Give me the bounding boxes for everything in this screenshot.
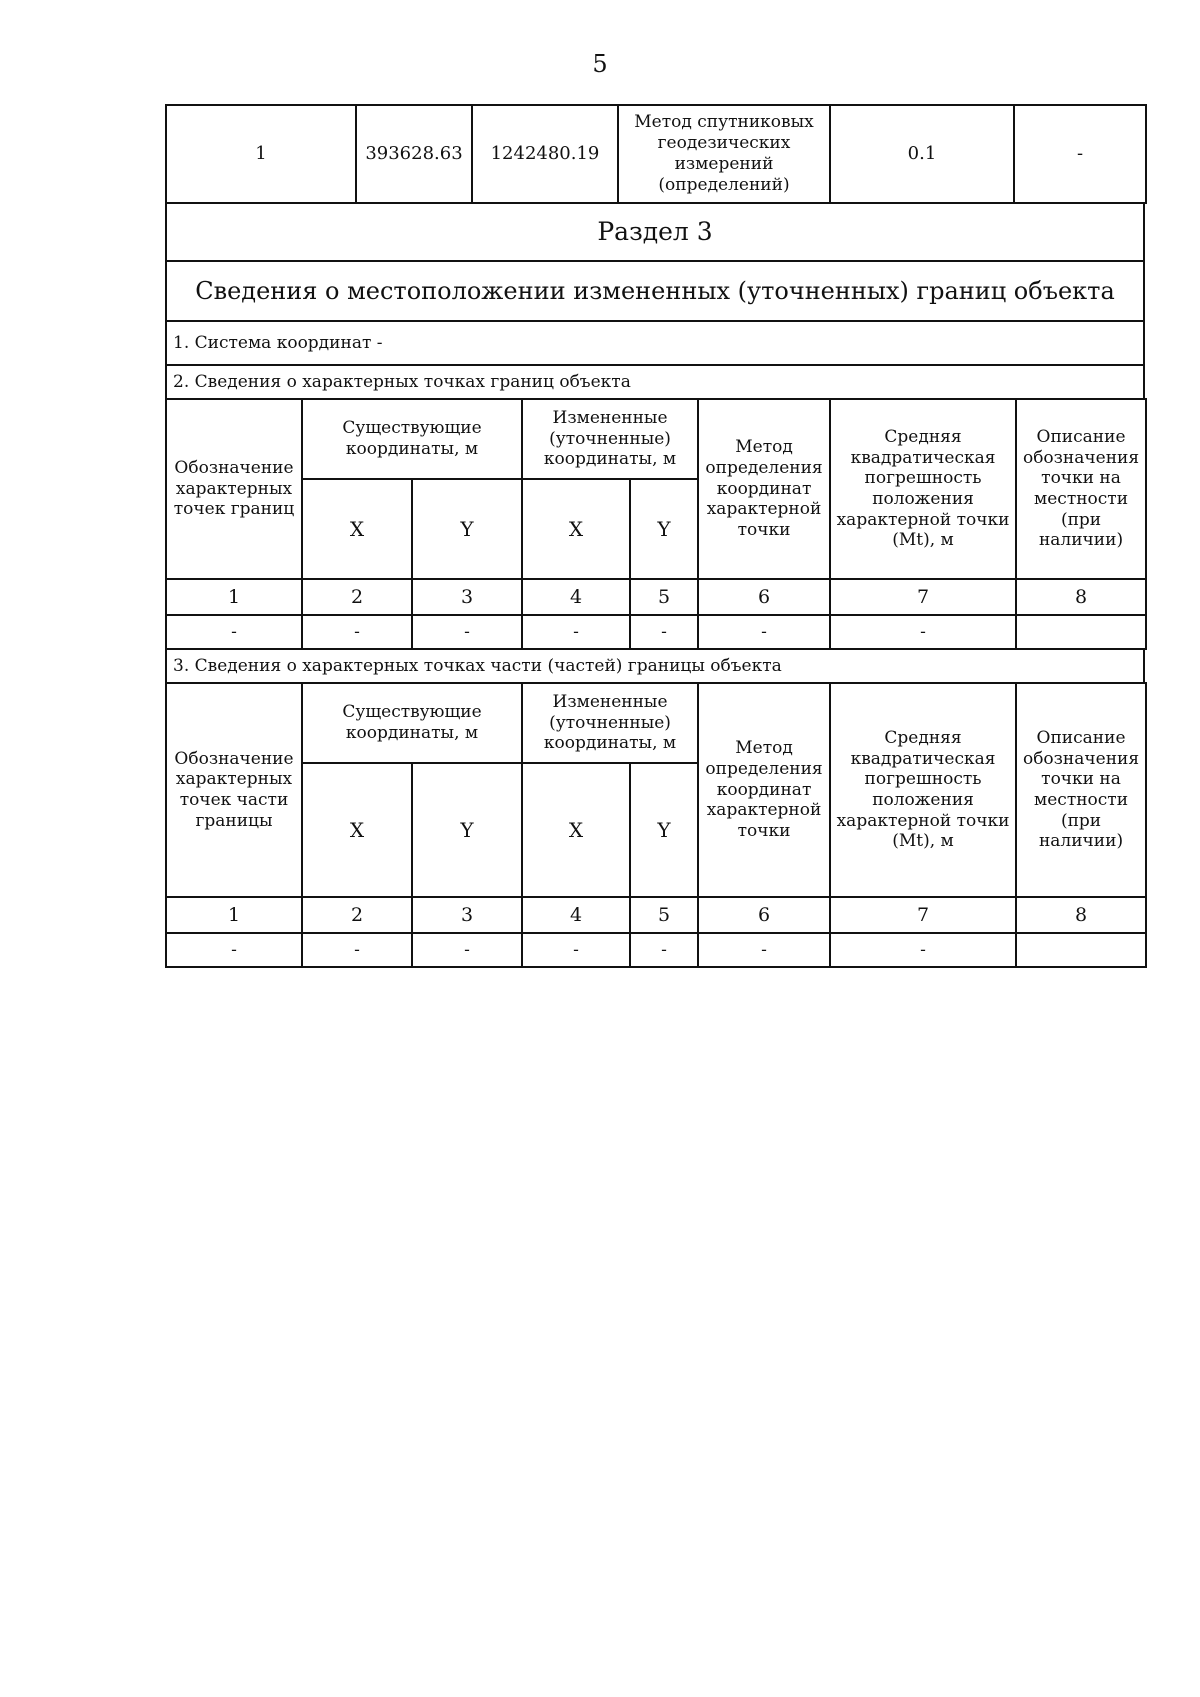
column-number: 3 bbox=[412, 579, 522, 615]
col-x-existing: X bbox=[302, 763, 412, 897]
description-cell: - bbox=[1014, 105, 1146, 203]
column-number: 1 bbox=[166, 897, 302, 933]
table-cell: - bbox=[698, 933, 830, 967]
boundary-points-table bbox=[165, 398, 1147, 650]
table-cell bbox=[1016, 933, 1146, 967]
col-changed-coords: Измененные (уточненные) координаты, м bbox=[522, 399, 698, 479]
column-number: 8 bbox=[1016, 897, 1146, 933]
table-cell: - bbox=[830, 933, 1016, 967]
column-number: 3 bbox=[412, 897, 522, 933]
part3-title-table bbox=[165, 648, 1145, 684]
part-boundary-points-table bbox=[165, 682, 1147, 968]
column-number: 5 bbox=[630, 579, 698, 615]
section-title: Раздел 3 bbox=[166, 203, 1144, 261]
table-row bbox=[166, 615, 1146, 649]
coord-x: 393628.63 bbox=[356, 105, 472, 203]
column-number: 8 bbox=[1016, 579, 1146, 615]
table-cell: - bbox=[522, 615, 630, 649]
col-description: Описание обозначения точки на местности (при наличии) bbox=[1016, 399, 1146, 579]
col-existing-coords: Существующие координаты, м bbox=[302, 683, 522, 763]
col-point-designation: Обозначение характерных точек границ bbox=[166, 399, 302, 579]
section-header-table bbox=[165, 202, 1145, 322]
table-row bbox=[166, 105, 1146, 203]
column-number: 4 bbox=[522, 897, 630, 933]
column-number: 4 bbox=[522, 579, 630, 615]
col-y-existing: Y bbox=[412, 763, 522, 897]
part3-title: 3. Сведения о характерных точках части (частей) границы объекта bbox=[166, 649, 1144, 683]
point-number: 1 bbox=[166, 105, 356, 203]
column-number: 2 bbox=[302, 579, 412, 615]
col-y-changed: Y bbox=[630, 763, 698, 897]
coord-system-table bbox=[165, 320, 1145, 400]
table-cell: - bbox=[830, 615, 1016, 649]
col-changed-coords: Измененные (уточненные) координаты, м bbox=[522, 683, 698, 763]
document-sheet bbox=[165, 104, 1145, 968]
coord-system-line: 1. Система координат - bbox=[166, 321, 1144, 365]
continuation-table bbox=[165, 104, 1147, 204]
col-x-changed: X bbox=[522, 763, 630, 897]
method-cell: Метод спутниковых геодезических измерений (определений) bbox=[618, 105, 830, 203]
table-row bbox=[166, 933, 1146, 967]
table-row bbox=[166, 897, 1146, 933]
table-cell bbox=[1016, 615, 1146, 649]
column-number: 2 bbox=[302, 897, 412, 933]
table-row bbox=[166, 579, 1146, 615]
col-accuracy: Средняя квадратическая погрешность положения характерной точки (Mt), м bbox=[830, 399, 1016, 579]
coord-y: 1242480.19 bbox=[472, 105, 618, 203]
table-cell: - bbox=[166, 615, 302, 649]
col-point-designation: Обозначение характерных точек части границы bbox=[166, 683, 302, 897]
table-cell: - bbox=[630, 615, 698, 649]
page-number: 5 bbox=[592, 50, 608, 78]
column-number: 6 bbox=[698, 897, 830, 933]
part2-title: 2. Сведения о характерных точках границ объекта bbox=[166, 365, 1144, 399]
col-description: Описание обозначения точки на местности (при наличии) bbox=[1016, 683, 1146, 897]
table-cell: - bbox=[698, 615, 830, 649]
column-number: 7 bbox=[830, 897, 1016, 933]
column-number: 5 bbox=[630, 897, 698, 933]
col-x-existing: X bbox=[302, 479, 412, 579]
table-cell: - bbox=[630, 933, 698, 967]
table-cell: - bbox=[166, 933, 302, 967]
column-number: 1 bbox=[166, 579, 302, 615]
table-cell: - bbox=[302, 615, 412, 649]
col-y-existing: Y bbox=[412, 479, 522, 579]
section-heading: Сведения о местоположении измененных (уточненных) границ объекта bbox=[166, 261, 1144, 321]
table-cell: - bbox=[302, 933, 412, 967]
table-cell: - bbox=[522, 933, 630, 967]
col-method: Метод определения координат характерной точки bbox=[698, 399, 830, 579]
table-cell: - bbox=[412, 933, 522, 967]
column-number: 7 bbox=[830, 579, 1016, 615]
accuracy-cell: 0.1 bbox=[830, 105, 1014, 203]
col-existing-coords: Существующие координаты, м bbox=[302, 399, 522, 479]
col-accuracy: Средняя квадратическая погрешность положения характерной точки (Mt), м bbox=[830, 683, 1016, 897]
table-cell: - bbox=[412, 615, 522, 649]
column-number: 6 bbox=[698, 579, 830, 615]
col-x-changed: X bbox=[522, 479, 630, 579]
col-y-changed: Y bbox=[630, 479, 698, 579]
col-method: Метод определения координат характерной точки bbox=[698, 683, 830, 897]
